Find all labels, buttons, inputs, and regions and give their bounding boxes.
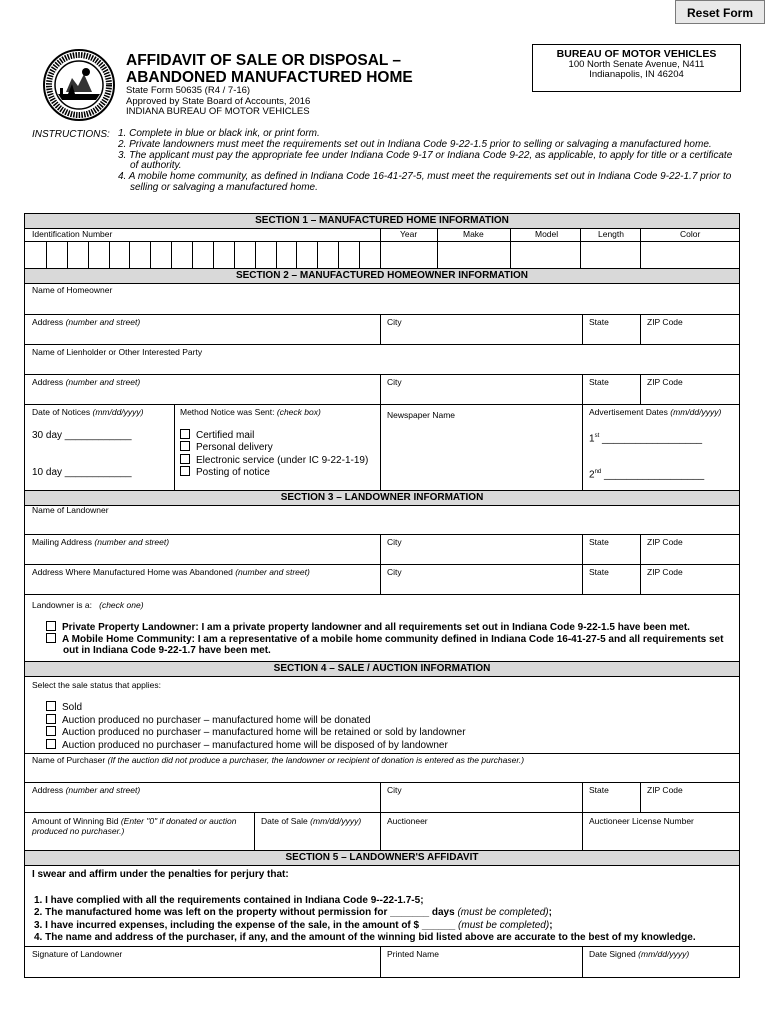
title-line-2: ABANDONED MANUFACTURED HOME bbox=[126, 69, 413, 86]
homeowner-name-label: Name of Homeowner bbox=[32, 285, 113, 295]
abandoned-address-label: Address Where Manufactured Home was Abandoned (number and street) bbox=[32, 567, 310, 577]
date-of-sale-label: Date of Sale (mm/dd/yyyy) bbox=[261, 816, 362, 826]
printed-name-field[interactable] bbox=[381, 947, 582, 977]
vin-char-box[interactable] bbox=[67, 242, 88, 268]
mobile-home-community-checkbox[interactable] bbox=[46, 633, 56, 643]
signature-field[interactable] bbox=[25, 947, 380, 977]
printed-name-label: Printed Name bbox=[387, 949, 439, 959]
vin-char-box[interactable] bbox=[25, 242, 46, 268]
make-field[interactable] bbox=[438, 242, 510, 268]
purchaser-zip-label: ZIP Code bbox=[647, 785, 683, 795]
date-signed-field[interactable] bbox=[583, 947, 739, 977]
homeowner-city-label: City bbox=[387, 317, 402, 327]
certified-mail-checkbox[interactable] bbox=[180, 429, 190, 439]
landowner-city-label: City bbox=[387, 537, 402, 547]
abandoned-zip-label: ZIP Code bbox=[647, 567, 683, 577]
status-sold[interactable]: Sold bbox=[46, 701, 82, 714]
retained-checkbox[interactable] bbox=[46, 726, 56, 736]
vin-char-box[interactable] bbox=[192, 242, 213, 268]
instruction-item: 4. A mobile home community, as defined in Indiana Code 16-41-27-5, must meet the requirements set out in Indiana Code 9-22-1.7 prior to selling or salvaging a manufactured home. bbox=[118, 171, 732, 193]
winning-bid-label: Amount of Winning Bid (Enter "0" if donated or auction produced no purchaser.) bbox=[32, 816, 237, 836]
instructions-list bbox=[118, 129, 743, 194]
vin-char-box[interactable] bbox=[255, 242, 276, 268]
homeowner-zip-label: ZIP Code bbox=[647, 317, 683, 327]
purchaser-city-label: City bbox=[387, 785, 402, 795]
affidavit-line-2[interactable]: 2. The manufactured home was left on the property without permission for _______ days (must be completed); bbox=[34, 907, 552, 918]
purchaser-name-field[interactable] bbox=[25, 754, 739, 782]
lienholder-address-label: Address (number and street) bbox=[32, 377, 141, 387]
landowner-zip-label: ZIP Code bbox=[647, 537, 683, 547]
bmv-address-line1: 100 North Senate Avenue, N411 bbox=[568, 58, 705, 70]
date-of-notices-label: Date of Notices (mm/dd/yyyy) bbox=[32, 407, 144, 417]
newspaper-name-label: Newspaper Name bbox=[387, 410, 456, 420]
second-ad-date-field[interactable]: 2nd __________________ bbox=[589, 469, 705, 481]
method-electronic-service[interactable]: Electronic service (under IC 9-22-1-19) bbox=[180, 454, 368, 467]
landowner-type-label: Landowner is a: (check one) bbox=[32, 600, 144, 610]
length-label: Length bbox=[598, 229, 624, 239]
private-landowner-option[interactable]: Private Property Landowner: I am a private property landowner and all requirements set out in Indiana Code 9-22-1.5 have been met. bbox=[46, 621, 690, 634]
private-landowner-checkbox[interactable] bbox=[46, 621, 56, 631]
signature-label: Signature of Landowner bbox=[32, 949, 123, 959]
vin-char-box[interactable] bbox=[276, 242, 297, 268]
model-label: Model bbox=[535, 229, 559, 239]
thirty-day-notice-field[interactable]: 30 day ____________ bbox=[32, 430, 132, 441]
affidavit-line-1: 1. I have complied with all the requirements contained in Indiana Code 9--22-1.7-5; bbox=[34, 895, 424, 906]
status-retained[interactable]: Auction produced no purchaser – manufactured home will be retained or sold by landowner bbox=[46, 726, 466, 739]
lienholder-city-label: City bbox=[387, 377, 402, 387]
mobile-home-community-option-cont: out in Indiana Code 9-22-1.7 have been met. bbox=[63, 645, 271, 656]
vin-char-box[interactable] bbox=[150, 242, 171, 268]
agency-name: INDIANA BUREAU OF MOTOR VEHICLES bbox=[126, 106, 310, 117]
section-4-header: SECTION 4 – SALE / AUCTION INFORMATION bbox=[25, 661, 739, 677]
vin-char-box[interactable] bbox=[234, 242, 255, 268]
auctioneer-label: Auctioneer bbox=[387, 816, 428, 826]
ten-day-notice-field[interactable]: 10 day ____________ bbox=[32, 467, 132, 478]
newspaper-name-field[interactable] bbox=[381, 422, 582, 489]
title-line-1: AFFIDAVIT OF SALE OR DISPOSAL – bbox=[126, 52, 402, 69]
vin-char-box[interactable] bbox=[109, 242, 130, 268]
purchaser-name-label: Name of Purchaser (If the auction did not produce a purchaser, the landowner or recipient of donation is entered as the purchaser.) bbox=[32, 755, 525, 765]
auctioneer-license-label: Auctioneer License Number bbox=[589, 816, 694, 826]
vin-char-box[interactable] bbox=[359, 242, 380, 268]
form-title bbox=[126, 52, 413, 86]
mailing-address-label: Mailing Address (number and street) bbox=[32, 537, 170, 547]
disposed-checkbox[interactable] bbox=[46, 739, 56, 749]
affidavit-line-3[interactable]: 3. I have incurred expenses, including the expense of the sale, in the amount of $ ______ (must be completed); bbox=[34, 920, 553, 931]
bmv-address-box bbox=[532, 44, 741, 92]
posting-notice-checkbox[interactable] bbox=[180, 466, 190, 476]
section-5-header: SECTION 5 – LANDOWNER'S AFFIDAVIT bbox=[25, 850, 739, 866]
identification-number-label: Identification Number bbox=[32, 229, 113, 239]
status-disposed[interactable]: Auction produced no purchaser – manufactured home will be disposed of by landowner bbox=[46, 739, 448, 752]
form-subinfo bbox=[126, 86, 310, 118]
homeowner-state-label: State bbox=[589, 317, 609, 327]
bmv-name: BUREAU OF MOTOR VEHICLES bbox=[556, 48, 717, 60]
vin-char-box[interactable] bbox=[171, 242, 192, 268]
year-field[interactable] bbox=[381, 242, 437, 268]
section-3-header: SECTION 3 – LANDOWNER INFORMATION bbox=[25, 490, 739, 506]
model-field[interactable] bbox=[511, 242, 580, 268]
lienholder-state-label: State bbox=[589, 377, 609, 387]
first-ad-date-field[interactable]: 1st __________________ bbox=[589, 433, 703, 445]
vin-char-box[interactable] bbox=[213, 242, 234, 268]
section-1-header: SECTION 1 – MANUFACTURED HOME INFORMATION bbox=[25, 213, 739, 229]
homeowner-name-field[interactable] bbox=[25, 284, 739, 314]
abandoned-city-label: City bbox=[387, 567, 402, 577]
personal-delivery-checkbox[interactable] bbox=[180, 441, 190, 451]
method-posting[interactable]: Posting of notice bbox=[180, 466, 270, 479]
status-donated[interactable]: Auction produced no purchaser – manufactured home will be donated bbox=[46, 714, 371, 727]
vin-char-box[interactable] bbox=[46, 242, 67, 268]
color-field[interactable] bbox=[641, 242, 739, 268]
sold-checkbox[interactable] bbox=[46, 701, 56, 711]
vin-char-box[interactable] bbox=[129, 242, 150, 268]
method-notice-label: Method Notice was Sent: (check box) bbox=[180, 407, 321, 417]
approval-note: Approved by State Board of Accounts, 2016 bbox=[126, 95, 311, 107]
color-label: Color bbox=[680, 229, 701, 239]
instruction-item: 3. The applicant must pay the appropriate fee under Indiana Code 9-17 or Indiana Code 9-22, as applicable, to apply for title or a certificate of authority. bbox=[118, 149, 733, 172]
affidavit-intro: I swear and affirm under the penalties for perjury that: bbox=[32, 869, 289, 880]
affidavit-line-4: 4. The name and address of the purchaser, if any, and the amount of the winning bid listed above are accurate to the best of my knowledge. bbox=[34, 932, 696, 943]
lienholder-name-field[interactable] bbox=[25, 345, 739, 374]
indiana-state-seal bbox=[42, 48, 116, 122]
landowner-name-field[interactable] bbox=[25, 506, 739, 534]
instruction-item: 1. Complete in blue or black ink, or print form. bbox=[118, 128, 320, 139]
donated-checkbox[interactable] bbox=[46, 714, 56, 724]
make-label: Make bbox=[463, 229, 484, 239]
purchaser-address-label: Address (number and street) bbox=[32, 785, 141, 795]
vin-char-box[interactable] bbox=[296, 242, 317, 268]
mobile-home-community-option[interactable]: A Mobile Home Community: I am a representative of a mobile home community defined in Indiana Code 16-41-27-5 and all requirements set bbox=[46, 633, 723, 646]
instructions-label: INSTRUCTIONS: bbox=[32, 129, 110, 140]
lienholder-zip-label: ZIP Code bbox=[647, 377, 683, 387]
method-personal-delivery[interactable]: Personal delivery bbox=[180, 441, 273, 454]
vin-char-box[interactable] bbox=[338, 242, 359, 268]
vin-char-box[interactable] bbox=[88, 242, 109, 268]
abandoned-state-label: State bbox=[589, 567, 609, 577]
length-field[interactable] bbox=[581, 242, 640, 268]
sale-status-label: Select the sale status that applies: bbox=[32, 680, 161, 690]
electronic-service-checkbox[interactable] bbox=[180, 454, 190, 464]
reset-form-button[interactable]: Reset Form bbox=[675, 0, 765, 24]
vin-char-box[interactable] bbox=[317, 242, 338, 268]
lienholder-name-label: Name of Lienholder or Other Interested Party bbox=[32, 347, 203, 357]
landowner-name-label: Name of Landowner bbox=[32, 505, 109, 515]
homeowner-address-label: Address (number and street) bbox=[32, 317, 141, 327]
landowner-state-label: State bbox=[589, 537, 609, 547]
method-certified-mail[interactable]: Certified mail bbox=[180, 429, 254, 442]
year-label: Year bbox=[400, 229, 418, 239]
advertisement-dates-label: Advertisement Dates (mm/dd/yyyy) bbox=[589, 407, 722, 417]
section-2-header: SECTION 2 – MANUFACTURED HOMEOWNER INFORMATION bbox=[25, 268, 739, 284]
purchaser-state-label: State bbox=[589, 785, 609, 795]
bmv-address-line2: Indianapolis, IN 46204 bbox=[589, 69, 684, 80]
date-signed-label: Date Signed (mm/dd/yyyy) bbox=[589, 949, 690, 959]
instruction-item: 2. Private landowners must meet the requirements set out in Indiana Code 9-22-1.5 prior to selling or salvaging a manufactured home. bbox=[118, 138, 712, 150]
state-form-number: State Form 50635 (R4 / 7-16) bbox=[126, 85, 251, 96]
